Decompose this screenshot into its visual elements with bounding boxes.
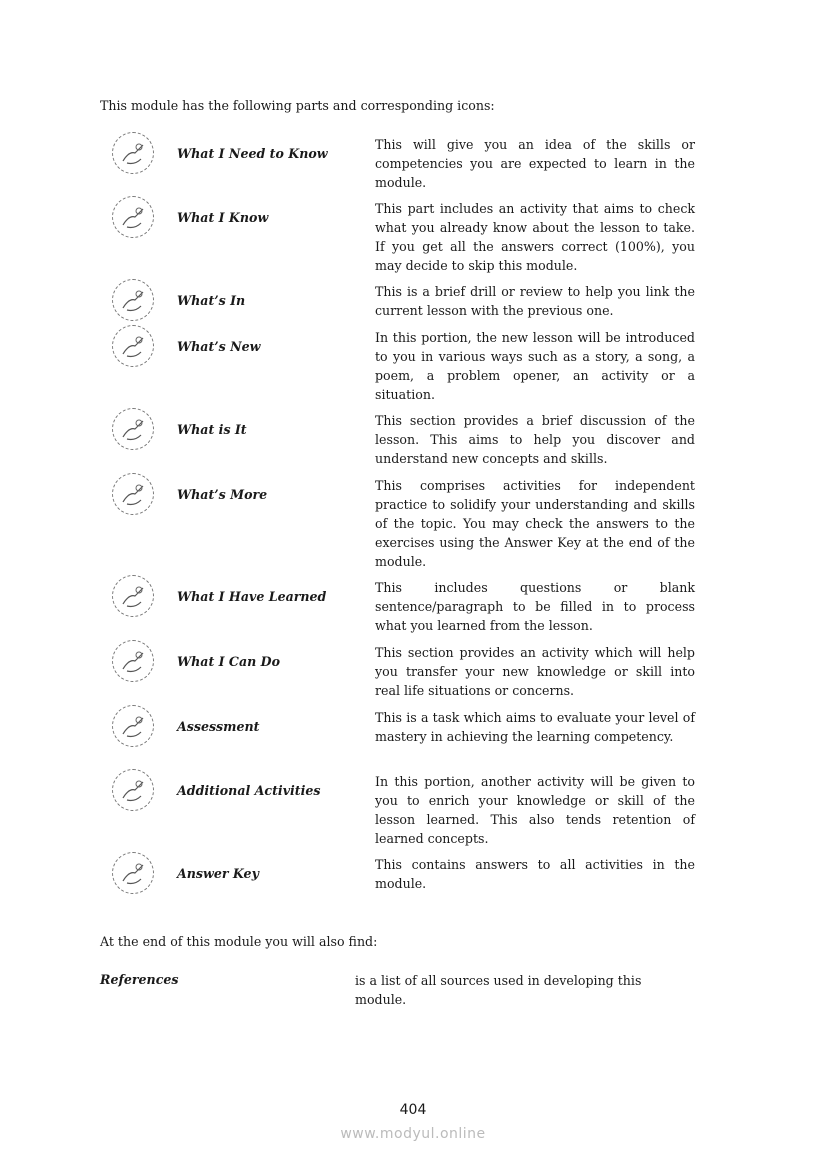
part-label: Additional Activities <box>177 783 321 798</box>
part-row <box>100 138 700 198</box>
part-row <box>100 201 700 273</box>
intro-text: This module has the following parts and corresponding icons: <box>100 98 495 113</box>
part-description: This includes questions or blank sentence/paragraph to be filled in to process what you learned from the lesson. <box>375 580 695 633</box>
magnifier-hand-icon <box>112 408 154 450</box>
hand-writing-icon <box>112 705 154 747</box>
part-label: What I Need to Know <box>177 146 328 161</box>
part-description: This is a brief drill or review to help you link the current lesson with the previous one. <box>375 284 695 318</box>
part-description: This section provides a brief discussion of the lesson. This aims to help you discover and understand new concepts and skills. <box>375 413 695 466</box>
hand-blocks-icon <box>112 473 154 515</box>
part-description: This will give you an idea of the skills or competencies you are expected to learn in the module. <box>375 137 695 190</box>
part-label: What is It <box>177 422 247 437</box>
part-label: What’s New <box>177 339 261 354</box>
watermark: www.modyul.online <box>340 1126 486 1142</box>
part-row <box>100 414 700 474</box>
part-row <box>100 478 700 569</box>
part-label: What’s More <box>177 487 268 502</box>
part-description: This contains answers to all activities in the module. <box>375 857 695 891</box>
part-description: This comprises activities for independent practice to solidify your understanding and skills of the topic. You may check the answers to the exercises using the Answer Key at the end of the module. <box>375 478 695 569</box>
hand-pointing-icon <box>112 132 154 174</box>
part-description: In this portion, another activity will be given to you to enrich your knowledge or skill of the lesson learned. This also tends retention of learned concepts. <box>375 774 695 846</box>
part-row <box>100 581 700 641</box>
part-description: This part includes an activity that aims to check what you already know about the lesson to take. If you get all the answers correct (100%), you may decide to skip this module. <box>375 201 695 273</box>
part-description: In this portion, the new lesson will be introduced to you in various ways such as a story, a song, a poem, a problem opener, an activity or a situation. <box>375 330 695 402</box>
part-row <box>100 711 700 771</box>
hands-link-icon <box>112 279 154 321</box>
part-description: This section provides an activity which will help you transfer your new knowledge or skill into real life situations or concerns. <box>375 645 695 698</box>
part-label: What I Know <box>177 210 269 225</box>
page-number: 404 <box>399 1102 427 1118</box>
end-text: At the end of this module you will also find: <box>100 934 378 949</box>
hand-plant-icon <box>112 325 154 367</box>
part-label: What I Have Learned <box>177 589 327 604</box>
part-label: Answer Key <box>177 866 259 881</box>
references-description: is a list of all sources used in developing this module. <box>355 973 642 1007</box>
hand-pencil-icon <box>112 196 154 238</box>
part-label: What I Can Do <box>177 654 280 669</box>
part-row <box>100 330 700 402</box>
part-label: What’s In <box>177 293 246 308</box>
hand-gears-icon <box>112 769 154 811</box>
hand-tools-icon <box>112 640 154 682</box>
references-label: References <box>100 972 179 987</box>
key-icon <box>112 852 154 894</box>
part-row <box>100 646 700 706</box>
part-row <box>100 774 700 846</box>
lightbulb-hand-icon <box>112 575 154 617</box>
part-row <box>100 858 700 918</box>
part-label: Assessment <box>177 719 260 734</box>
part-description: This is a task which aims to evaluate your level of mastery in achieving the learning competency. <box>375 710 695 744</box>
